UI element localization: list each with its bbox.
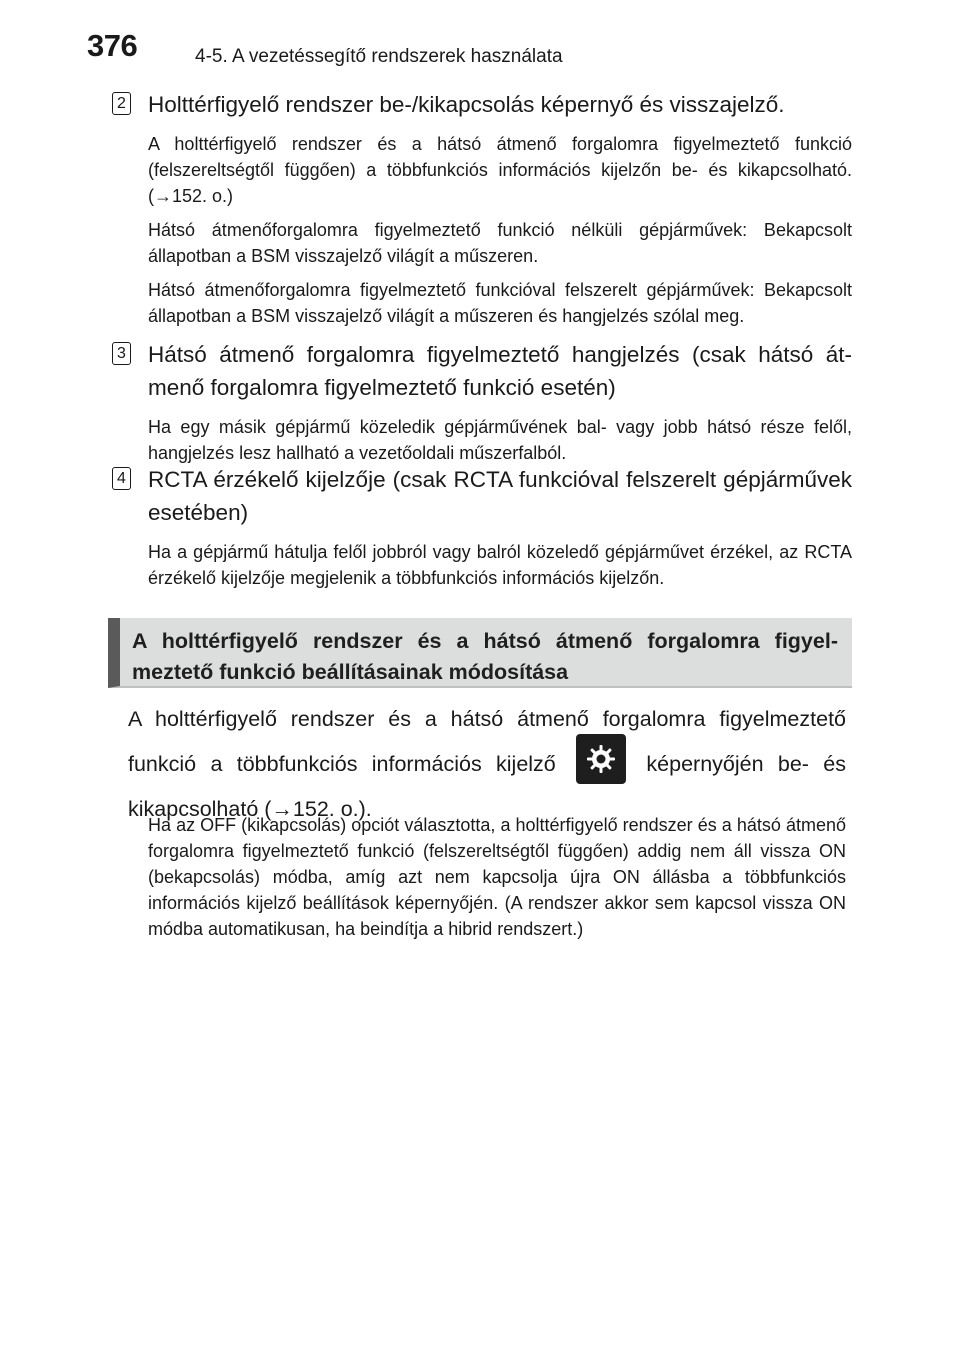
item-number-badge: 4 — [112, 467, 131, 490]
item-number-badge: 2 — [112, 92, 131, 115]
item-title: Hátsó átmenő forgalomra figyelmeztető hangjelzés (csak hátsó átmenő forgalomra figyelmeztető funkció esetén) — [148, 342, 852, 400]
page-number: 376 — [87, 28, 138, 63]
section-heading: A holttérfigyelő rendszer és a hátsó átmenő forgalomra figyelmeztető funkció beállításainak módosítása — [132, 629, 838, 684]
list-item-2 — [112, 88, 852, 329]
item-paragraph: Ha a gépjármű hátulja felől jobbról vagy balról közeledő gépjárművet érzékel, az RCTA érzékelő kijelzője megjelenik a többfunkciós információs kijelzőn. — [148, 542, 852, 588]
item-paragraph: Hátsó átmenőforgalomra figyelmeztető funkció nélküli gépjárművek: Bekapcsolt állapotban a BSM visszajelző világít a műszeren. — [148, 220, 852, 266]
settings-note: Ha az OFF (kikapcsolás) opciót választotta, a holttérfigyelő rendszer és a hátsó átmenő forgalomra figyelmeztető funkció (felszereltségtől függően) addig nem áll vissza ON (bekapcsolás) módba, amíg azt nem kapcsolja újra ON állásba a többfunkciós információs kijelző beállítások képernyőjén. (A rendszer akkor sem kapcsol vissza ON módba automatikusan, ha beindítja a hibrid rendszert.) — [148, 815, 846, 939]
section-title: 4-5. A vezetéssegítő rendszerek használata — [195, 46, 563, 67]
list-item-4 — [112, 463, 852, 591]
body-text-after-icon: képernyőjén be- és kikapcsolható (→152. o.). — [128, 752, 846, 821]
item-title: Holttérfigyelő rendszer be-/kikapcsolás képernyő és visszajelző. — [148, 92, 785, 117]
item-paragraph: A holttérfigyelő rendszer és a hátsó átmenő forgalomra figyelmeztető funkció (felszereltségtől függően) a többfunkciós információs kijelzőn be- és kikapcsolható. (→152. o.) — [148, 134, 852, 206]
item-paragraph: Ha egy másik gépjármű közeledik gépjárművének bal- vagy jobb hátsó része felől, hangjelzés lesz hallható a vezetőoldali műszerfalból. — [148, 417, 852, 463]
page-header — [0, 28, 960, 76]
body-text-before-icon: A holttérfigyelő rendszer és a hátsó átmenő forgalomra figyelmeztető funkció a többfunkciós információs kijelző — [128, 707, 846, 776]
gear-icon — [576, 734, 626, 784]
item-paragraph: Hátsó átmenőforgalomra figyelmeztető funkcióval felszerelt gépjárművek: Bekapcsolt állapotban a BSM visszajelző világít a műszeren és hangjelzés szólal meg. — [148, 280, 852, 326]
item-number-badge: 3 — [112, 342, 131, 365]
list-item-3 — [112, 338, 852, 466]
section-heading-box — [108, 618, 852, 688]
item-title: RCTA érzékelő kijelzője (csak RCTA funkcióval felszerelt gépjárművek esetében) — [148, 467, 852, 525]
